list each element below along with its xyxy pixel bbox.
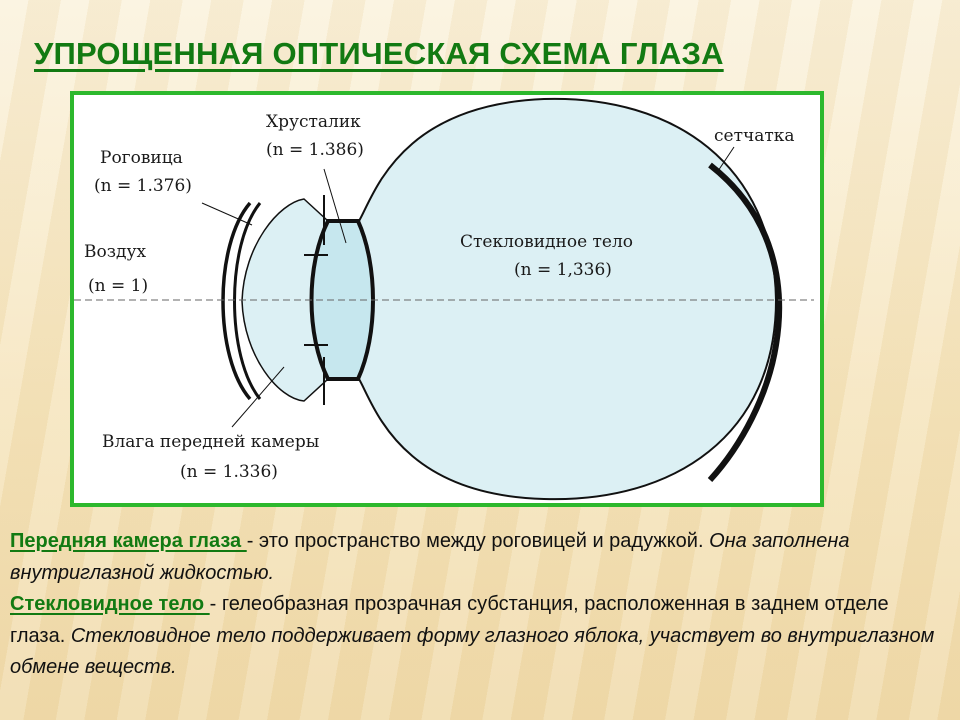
vitreous-index-label: (n = 1,336)	[514, 260, 612, 280]
anterior-chamber-term: Передняя камера глаза	[10, 530, 247, 552]
vitreous-label: Стекловидное тело	[460, 232, 634, 252]
vitreous-note: Стекловидное тело поддерживает форму глазного яблока, участвует во внутриглазном обмене веществ.	[10, 624, 935, 678]
page-title: УПРОЩЕННАЯ ОПТИЧЕСКАЯ СХЕМА ГЛАЗА	[34, 36, 724, 71]
anterior-chamber-text: - это пространство между роговицей и радужкой.	[246, 530, 710, 552]
air-label: Воздух	[84, 242, 147, 262]
aqueous-index-label: (n = 1.336)	[180, 462, 278, 482]
vitreous-term: Стекловидное тело	[10, 593, 210, 615]
vitreous-definition	[10, 589, 940, 684]
description	[10, 526, 940, 684]
eye-diagram-svg	[74, 95, 820, 503]
vitreous-text: - гелеобразная прозрачная субстанция, расположенная в заднем отделе глаза.	[10, 593, 889, 647]
aqueous-label: Влага передней камеры	[102, 432, 320, 452]
eye-diagram	[70, 91, 824, 507]
anterior-chamber-definition	[10, 526, 940, 589]
leader-cornea	[202, 203, 252, 225]
lens-label: Хрусталик	[266, 112, 361, 132]
vitreous-body	[359, 99, 776, 499]
lens-index-label: (n = 1.386)	[266, 140, 364, 160]
cornea-index-label: (n = 1.376)	[94, 176, 192, 196]
anterior-chamber-note: Она заполнена внутриглазной жидкостью.	[10, 530, 850, 584]
air-index-label: (n = 1)	[88, 276, 149, 296]
retina-label: сетчатка	[714, 126, 795, 146]
leader-aqueous	[232, 367, 284, 427]
cornea-label: Роговица	[100, 148, 183, 168]
